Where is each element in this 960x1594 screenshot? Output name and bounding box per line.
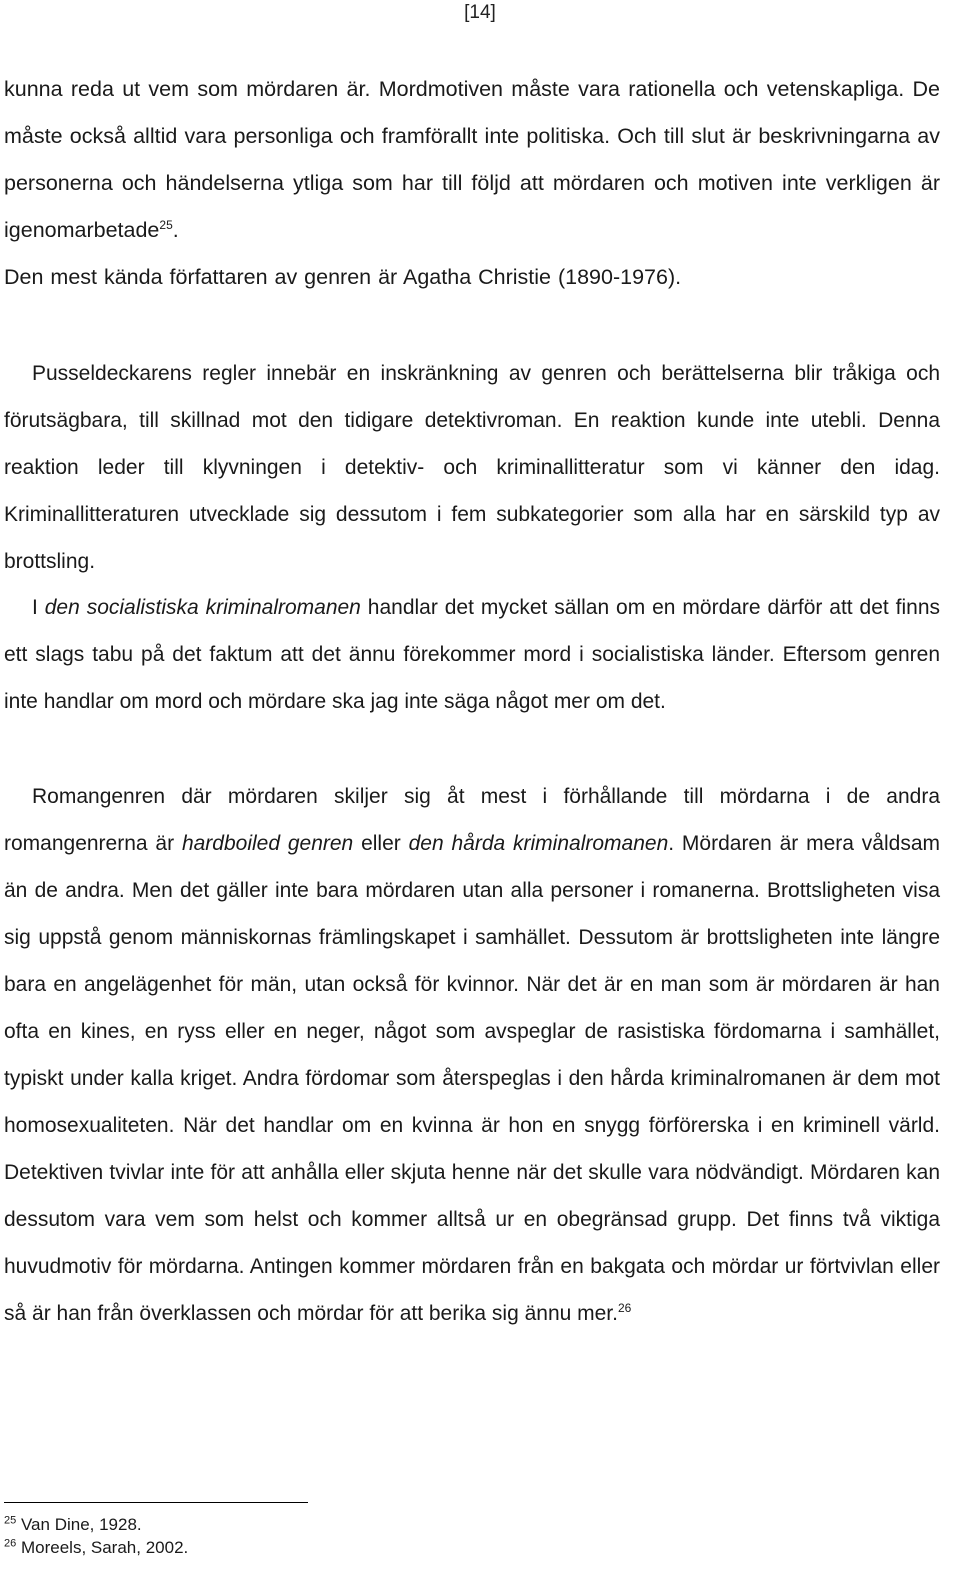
genre-term-hard-crime-novel: den hårda kriminalromanen <box>408 832 669 855</box>
paragraph-1-last-line: Den mest kända författaren av genren är Agatha Christie (1890-1976). <box>4 265 682 289</box>
footnote-ref-26[interactable]: 26 <box>617 1301 632 1315</box>
footnote-text: Moreels, Sarah, 2002. <box>20 1538 189 1557</box>
paragraph-4 <box>4 773 940 1337</box>
paragraph-3-text: handlar det mycket sällan om en mördare därför att det finns ett slags tabu på det faktum att det ännu förekommer mord i socialistiska länder. Eftersom genren inte handlar om mord och mördare ska jag inte säga något mer om det. <box>4 596 940 713</box>
footnote-ref-25[interactable]: 25 <box>159 217 173 232</box>
paragraph-3-start: I <box>32 596 45 619</box>
page-number: [14] <box>464 2 496 23</box>
footnote-25 <box>4 1513 188 1536</box>
genre-term-hardboiled: hardboiled genren <box>181 832 354 855</box>
paragraph-1 <box>4 66 940 301</box>
paragraph-2: Pusseldeckarens regler innebär en inskränkning av genren och berättelserna blir tråkiga och förutsägbara, till skillnad mot den tidigare detektivroman. En reaktion kunde inte utebli. Denna reaktion leder till klyvningen i detektiv- och kriminallitteratur som vi känner den idag. Kriminallitteraturen utvecklade sig dessutom i fem subkategorier som alla har en särskild typ av brottsling. <box>4 362 940 573</box>
footnote-number: 26 <box>4 1537 17 1550</box>
paragraph-4-text-b: eller <box>353 832 409 855</box>
paragraph-4-text-c: . Mördaren är mera våldsam än de andra. Men det gäller inte bara mördaren utan alla personer i romanerna. Brottsligheten visa sig uppstå genom människornas främlingskapet i samhället. Dessutom är brottsligheten inte längre bara en angelägenhet för män, utan också för kvinnor. När det är en man som är mördaren är han ofta en kines, en ryss eller en neger, något som avspeglar de rasistiska fördomarna i samhället, typiskt under kalla kriget. Andra fördomar som återspeglas i den hårda kriminalromanen är dem mot homosexualiteten. När det handlar om en kvinna är hon en snygg förförerska i en kriminell värld. Detektiven tvivlar inte för att anhålla eller skjuta henne när det skulle vara nödvändigt. Mördaren kan dessutom vara vem som helst och kommer alltså ur en obegränsad grupp. Det finns två viktiga huvudmotiv för mördarna. Antingen kommer mördaren från en bakgata och mördar ur förtvivlan eller så är han från överklassen och mördar för att berika sig ännu mer. <box>4 832 941 1325</box>
paragraph-3 <box>4 584 940 725</box>
footnote-separator <box>4 1502 308 1503</box>
footnote-number: 25 <box>4 1514 17 1527</box>
genre-term-socialist: den socialistiska kriminalromanen <box>44 596 361 619</box>
footnotes <box>4 1513 188 1559</box>
paragraph-4-text-a: Romangenren där mördaren skiljer sig åt mest i förhållande till mördarna i de andra romangenrerna är <box>4 785 940 855</box>
footnote-text: Van Dine, 1928. <box>20 1515 142 1534</box>
footnote-26 <box>4 1536 188 1559</box>
paragraph-1-period: . <box>172 218 179 242</box>
paragraph-1-text: kunna reda ut vem som mördaren är. Mordmotiven måste vara rationella och vetenskapliga. De måste också alltid vara personliga och framförallt inte politiska. Och till slut är beskrivningarna av personerna och händelserna ytliga som har till följd att mördaren och motiven inte verkligen är igenomarbetade <box>4 77 940 242</box>
